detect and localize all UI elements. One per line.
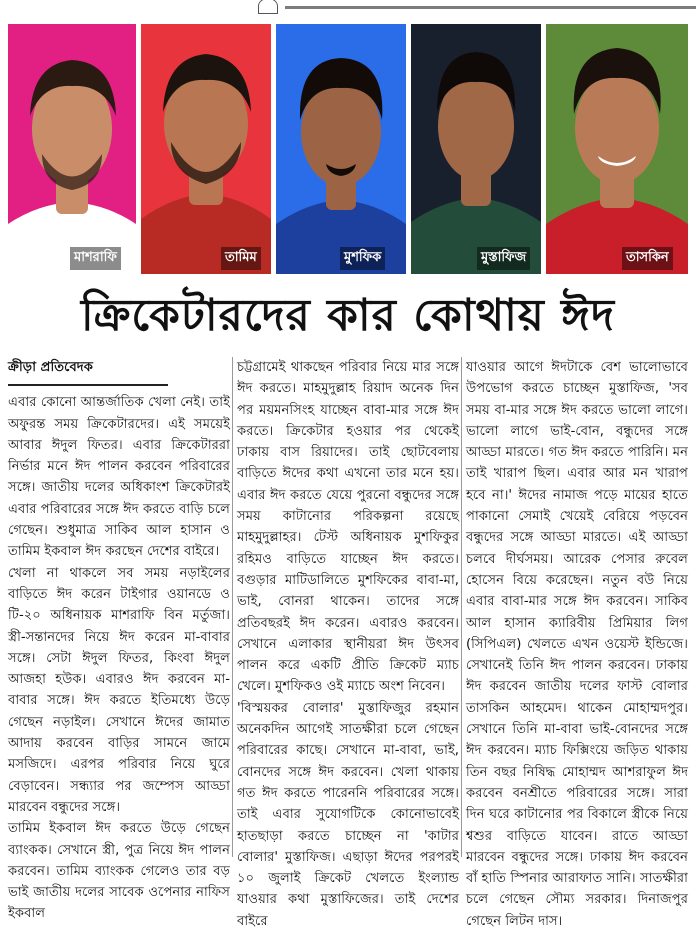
paragraph: তামিম ইকবাল ঈদ করতে উড়ে গেছেন ব্যাংকক। সেখানে স্ত্রী, পুত্র নিয়ে ঈদ পালন করবেন। তামিম ব্যাংকক গেলেও তার বড় ভাই জাতীয় দলের সাবেক ওপেনার নাফিস ইকবাল <box>8 821 230 922</box>
byline-underline <box>8 384 168 386</box>
portrait-illustration <box>411 24 541 274</box>
paragraph: যাওয়ার আগে ঈদটাকে বেশ ভালোভাবে উপভোগ করতে চাচ্ছেন মুস্তাফিজ, 'সব সময় বা-মার সঙ্গে ঈদ করতে ভালো লাগে। ভালো লাগে ভাই-বোন, বন্ধুদের সঙ্গে আড্ডা মারতে। গত ঈদ করতে পারিনি। মন তাই খারাপ ছিল। এবার আর মন খারাপ হবে না।' ঈদের নামাজ পড়ে মায়ের হাতে পাকানো সেমাই খেয়েই বেরিয়ে পড়বেন বন্ধুদের সঙ্গে আড্ডা মারতে। এই আড্ডা চলবে দীর্ঘসময়। আরেক পেসার রুবেল হোসেন বিয়ে করেছেন। নতুন বউ নিয়ে এবার বাবা-মার সঙ্গে ঈদ করবেন। সাকিব আল হাসান ক্যারিবীয় প্রিমিয়ার লিগ (সিপিএল) খেলতে এখন ওয়েস্ট ইন্ডিজে। সেখানেই তিনি ঈদ পালন করবেন। ঢাকায় ঈদ করবেন জাতীয় দলের ফাস্ট বোলার তাসকিন আহমেদ। থাকেন মোহাম্মদপুর। সেখানে তিনি মা-বাবা ভাই-বোনদের সঙ্গে ঈদ করবেন। ম্যাচ ফিক্সিংয়ে জড়িত থাকায় তিন বছর নিষিদ্ধ মোহাম্মদ আশরাফুল ঈদ করবেন বনশ্রীতে পরিবারের সঙ্গে। সারা দিন ঘরে কাটানোর পর বিকালে স্ত্রীকে নিয়ে শ্বশুর বাড়িতে যাবেন। রাতে আড্ডা মারবেন বন্ধুদের সঙ্গে। ঢাকায় ঈদ করবেন বাঁ হাতি স্পিনার আরাফাত সানি। সাতক্ষীরা চলে গেছেন সৌম্য সরকার। দিনাজপুর গেছেন লিটন দাস। <box>466 360 688 929</box>
portrait-illustration <box>546 24 688 274</box>
column-divider <box>461 357 462 857</box>
photo-caption: তাসকিন <box>622 247 673 270</box>
photo-caption: মুশফিক <box>340 247 385 270</box>
paragraph: খেলা না থাকলে সব সময় নড়াইলের বাড়িতে ঈদ করেন টাইগার ওয়ানডে ও টি-২০ অধিনায়ক মাশরাফি বিন মর্তুজা। স্ত্রী-সন্তানদের নিয়ে ঈদ করেন মা-বাবার সঙ্গে। সেটা ঈদুল ফিতর, কিংবা ঈদুল আজহা হউক। এবারও ঈদ করবেন মা-বাবার সঙ্গে। ঈদ করতে ইতিমধ্যে উড়ে গেছেন নড়াইল। সেখানে ঈদের জামাত আদায় করবেন বাড়ির সামনে জামে মসজিদে। এরপর পরিবার নিয়ে ঘুরে বেড়াবেন। সন্ধ্যার পর জম্পেস আড্ডা মারবেন বন্ধুদের সঙ্গে। <box>8 565 230 815</box>
paragraph: 'বিস্ময়কর বোলার' মুস্তাফিজুর রহমান অনেকদিন আগেই সাতক্ষীরা চলে গেছেন পরিবারের কাছে। সেখানে মা-বাবা, ভাই, বোনদের সঙ্গে ঈদ করবেন। খেলা থাকায় গত ঈদ করতে পারেননি পরিবারের সঙ্গে। তাই এবার সুযোগটিকে কোনোভাবেই হাতছাড়া করতে চাচ্ছেন না 'কাটার বোলার' মুস্তাফিজ। এছাড়া ঈদের পরপরই ১০ জুলাই ক্রিকেট খেলতে ইংল্যান্ড যাওয়ার কথা মুস্তাফিজের। তাই দেশের বাইরে <box>237 700 459 929</box>
photo-caption: তামিম <box>221 247 261 270</box>
player-photo-strip <box>8 24 688 274</box>
player-photo-mustafiz <box>411 24 541 274</box>
portrait-illustration <box>141 24 271 274</box>
article-column-2 <box>237 357 459 932</box>
portrait-illustration <box>8 24 136 274</box>
article-headline: ক্রিকেটারদের কার কোথায় ঈদ <box>81 290 615 341</box>
player-photo-mushfiq <box>276 24 406 274</box>
player-photo-mashrafi <box>8 24 136 274</box>
top-rule <box>285 6 696 9</box>
article-column-1 <box>8 357 230 925</box>
photo-caption: মুস্তাফিজ <box>477 247 530 270</box>
photo-caption: মাশরাফি <box>70 247 121 270</box>
column-divider <box>232 357 233 857</box>
byline: ক্রীড়া প্রতিবেদক <box>8 360 93 375</box>
page-top-strip <box>0 0 696 16</box>
paragraph: এবার কোনো আন্তর্জাতিক খেলা নেই। তাই অফুরন্ত সময় ক্রিকেটারদের। এই সময়েই আবার ঈদুল ফিতর। এবার ক্রিকেটাররা নির্ভার মনে ঈদ পালন করবেন পরিবারের সঙ্গে। জাতীয় দলের অধিকাংশ ক্রিকেটারই এবার পরিবারের সঙ্গে ঈদ করতে বাড়ি চলে গেছেন। শুধুমাত্র সাকিব আল হাসান ও তামিম ইকবাল ঈদ করছেন দেশের বাইরে। <box>8 395 230 560</box>
article-column-3 <box>466 357 688 932</box>
player-photo-taskin <box>546 24 688 274</box>
paragraph: চট্টগ্রামেই থাকছেন পরিবার নিয়ে মার সঙ্গে ঈদ করতে। মাহমুদুল্লাহ রিয়াদ অনেক দিন পর ময়মনসিংহ যাচ্ছেন বাবা-মার সঙ্গে ঈদ করতে। ক্রিকেটার হওয়ার পর থেকেই ঢাকায় বাস রিয়াদের। তাই ছোটবেলায় বাড়িতে ঈদের কথা এখনো তার মনে হয়। এবার ঈদ করতে যেয়ে পুরনো বন্ধুদের সঙ্গে সময় কাটানোর পরিকল্পনা রয়েছে মাহমুদুল্লাহর। টেস্ট অধিনায়ক মুশফিকুর রহিমও বাড়িতে যাচ্ছেন ঈদ করতে। বগুড়ার মাটিডালিতে মুশফিকের বাবা-মা, ভাই, বোনরা থাকেন। তাদের সঙ্গে প্রতিবছরই ঈদ করেন। এবারও করবেন। সেখানে এলাকার স্থানীয়রা ঈদ উৎসব পালন করে একটি প্রীতি ক্রিকেট ম্যাচ খেলে। মুশফিকও ওই ম্যাচে অংশ নিবেন। <box>237 360 459 695</box>
section-ornament-icon <box>258 0 278 14</box>
player-photo-tamim <box>141 24 271 274</box>
portrait-illustration <box>276 24 406 274</box>
